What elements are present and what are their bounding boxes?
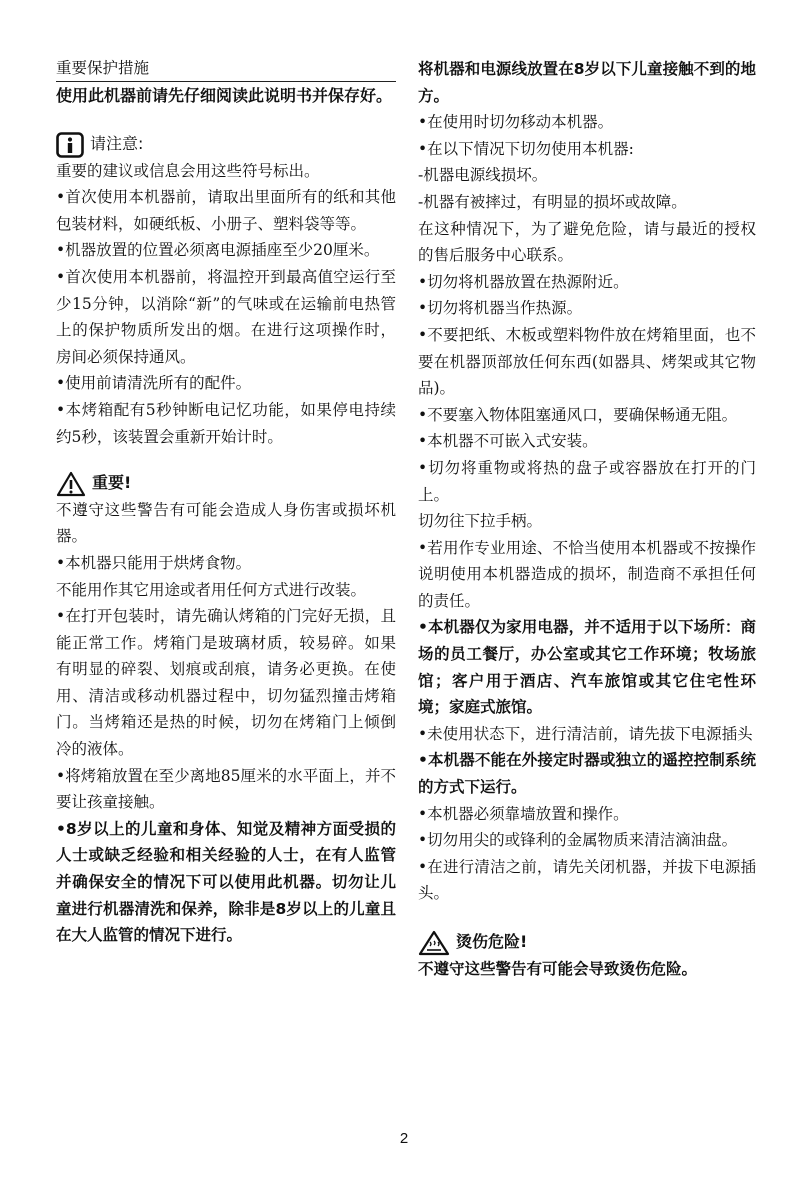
safety-paragraph: •在进行清洁之前，请先关闭机器，并拔下电源插头。 [418, 857, 756, 903]
important-heading-text: 重要! [92, 473, 132, 493]
notice-paragraph: 重要的建议或信息会用这些符号标出。 [56, 161, 320, 180]
notice-paragraph: •使用前请清洗所有的配件。 [56, 374, 252, 393]
safety-paragraph: •不要塞入物体阻塞通风口，要确保畅通无阻。 [418, 405, 738, 424]
children-warning: •8岁以上的儿童和身体、知觉及精神方面受损的人士或缺乏经验和相关经验的人士，在有人监管并确保安全的情况下可以使用此机器。切勿让儿童进行机器清洗和保养，除非是8岁以上的儿童且在大人监管的情况下进行。 [56, 819, 396, 945]
section-title: 重要保护措施 [56, 56, 396, 82]
warning-icon [56, 471, 86, 497]
info-icon [56, 132, 84, 158]
safety-paragraph: -机器电源线损坏。 [418, 166, 548, 185]
safety-paragraph: •本机器不可嵌入式安装。 [418, 432, 598, 451]
timer-warning: •本机器不能在外接定时器或独立的遥控控制系统的方式下运行。 [418, 751, 756, 797]
important-paragraph: •将烤箱放置在至少离地85厘米的水平面上，并不要让孩童接触。 [56, 766, 396, 812]
safety-paragraph: •不要把纸、木板或塑料物件放在烤箱里面，也不要在机器顶部放任何东西(如器具、烤架或其它物品)。 [418, 325, 756, 398]
important-paragraph: 不能用作其它用途或者用任何方式进行改装。 [56, 580, 367, 599]
safety-paragraph: 切勿往下拉手柄。 [418, 512, 543, 531]
household-use-warning: •本机器仅为家用电器，并不适用于以下场所：商场的员工餐厅，办公室或其它工作环境；牧场旅馆；客户用于酒店、汽车旅馆或其它住宅性环境；家庭式旅馆。 [418, 618, 756, 717]
safety-paragraph: •若用作专业用途、不恰当使用本机器或不按操作说明使用本机器造成的损坏，制造商不承担任何的责任。 [418, 538, 756, 610]
children-reach-warning: 将机器和电源线放置在8岁以下儿童接触不到的地方。 [418, 60, 756, 105]
important-paragraph: 不遵守这些警告有可能会造成人身伤害或损坏机器。 [56, 500, 396, 546]
important-heading [56, 470, 396, 497]
page-number: 2 [399, 1130, 409, 1147]
safety-paragraph: •切勿用尖的或锋利的金属物质来清洁滴油盘。 [418, 831, 738, 850]
burn-heading-text: 烫伤危险! [456, 932, 528, 951]
notice-paragraph: •本烤箱配有5秒钟断电记忆功能，如果停电持续约5秒，该装置会重新开始计时。 [56, 400, 396, 446]
notice-paragraph: •机器放置的位置必须离电源插座至少20厘米。 [56, 241, 380, 260]
safety-paragraph: •本机器必须靠墙放置和操作。 [418, 804, 629, 823]
left-column [56, 56, 396, 949]
safety-paragraph: -机器有被摔过，有明显的损坏或故障。 [418, 192, 687, 211]
important-paragraph: •在打开包装时，请先确认烤箱的门完好无损，且能正常工作。烤箱门是玻璃材质，较易碎。如果有明显的碎裂、划痕或刮痕，请务必更换。在使用、清洁或移动机器过程中，切勿猛烈撞击烤箱门。当烤箱还是热的时候，切勿在烤箱门上倾倒冷的液体。 [56, 607, 396, 759]
safety-paragraph: •切勿将机器当作热源。 [418, 299, 583, 318]
notice-heading [56, 131, 396, 158]
safety-paragraph: •在使用时切勿移动本机器。 [418, 113, 614, 132]
notice-paragraph: •首次使用本机器前，请取出里面所有的纸和其他包装材料，如硬纸板、小册子、塑料袋等等。 [56, 188, 396, 233]
safety-paragraph: •在以下情况下切勿使用本机器: [418, 139, 634, 158]
safety-paragraph: 在这种情况下，为了避免危险，请与最近的授权的售后服务中心联系。 [418, 219, 756, 265]
safety-paragraph: •切勿将重物或将热的盘子或容器放在打开的门上。 [418, 458, 756, 504]
intro-text: 使用此机器前请先仔细阅读此说明书并保存好。 [56, 86, 393, 105]
notice-heading-text: 请注意: [90, 134, 144, 153]
safety-paragraph: •切勿将机器放置在热源附近。 [418, 272, 629, 291]
right-column [418, 56, 756, 982]
hot-surface-icon [418, 930, 450, 956]
burn-heading [418, 929, 756, 956]
notice-paragraph: •首次使用本机器前，将温控开到最高值空运行至少15分钟，以消除“新”的气味或在运输前电热管上的保护物质所发出的烟。在进行这项操作时，房间必须保持通风。 [56, 267, 396, 366]
unplug-paragraph: •未使用状态下，进行清洁前，请先拔下电源插头 [418, 724, 753, 743]
burn-warning-text: 不遵守这些警告有可能会导致烫伤危险。 [418, 959, 698, 978]
important-paragraph: •本机器只能用于烘烤食物。 [56, 553, 252, 572]
